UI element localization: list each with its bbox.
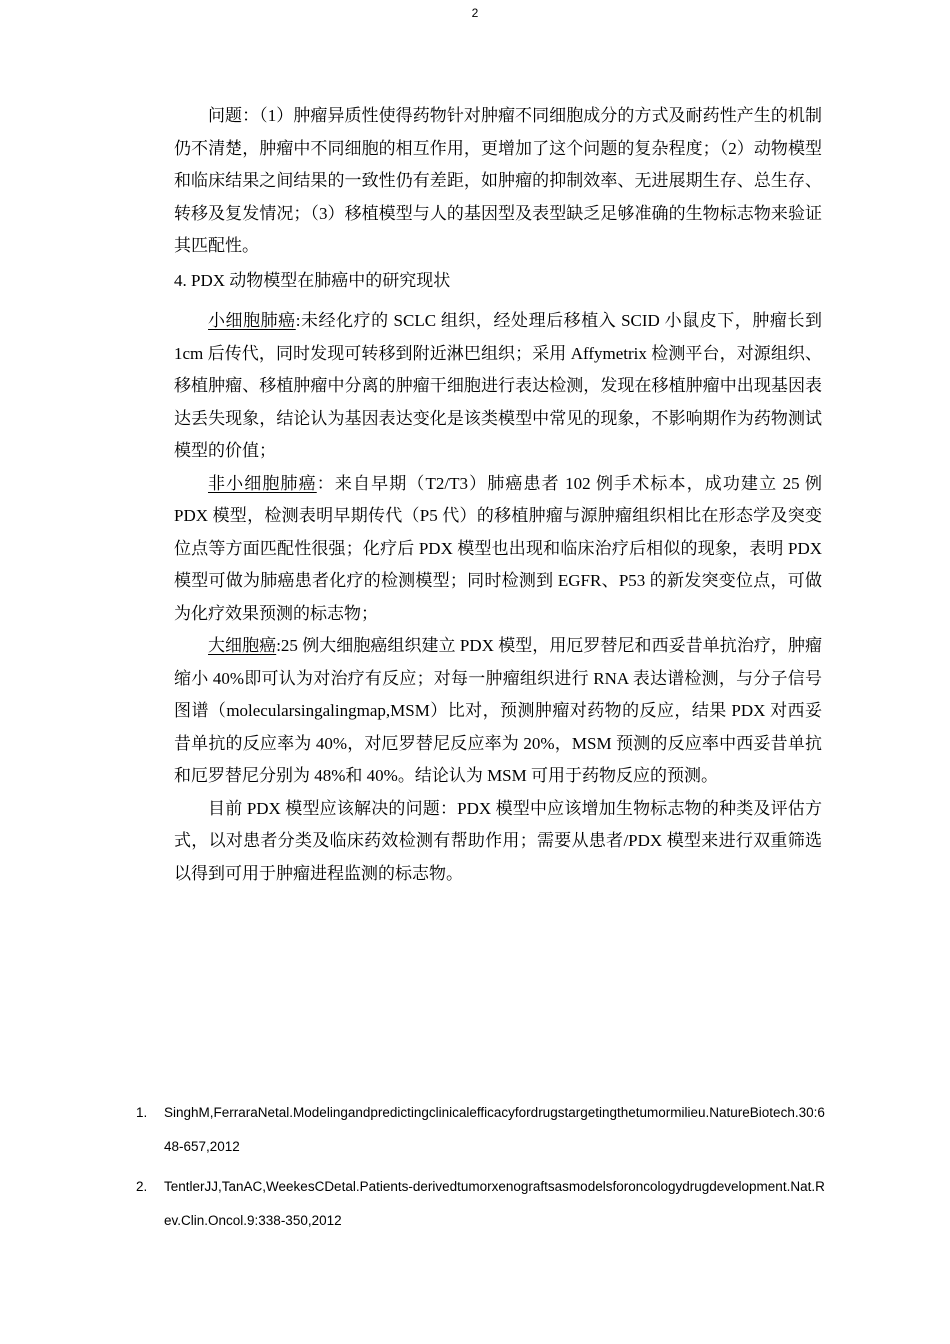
reference-number: 1. — [136, 1105, 148, 1120]
nsclc-paragraph — [174, 468, 822, 631]
reference-number: 2. — [136, 1179, 148, 1194]
section-heading: 4. PDX 动物模型在肺癌中的研究现状 — [174, 270, 451, 290]
sclc-label: 小细胞肺癌 — [208, 311, 296, 330]
lcc-text: :25 例大细胞癌组织建立 PDX 模型，用厄罗替尼和西妥昔单抗治疗，肿瘤缩小 40%即可认为对治疗有反应；对每一肿瘤组织进行 RNA 表达谱检测，与分子信号图谱（molecularsingalingmap,MSM）比对，预测肿瘤对药物的反应，结果 PDX 对西妥昔单抗的反应率为 40%，对厄罗替尼反应率为 20%，MSM 预测的反应率中西妥昔单抗和厄罗替尼分别为 48%和 40%。结论认为 MSM 可用于药物反应的预测。 — [174, 636, 823, 785]
reference-item — [136, 1096, 826, 1164]
reference-list — [136, 1096, 826, 1244]
nsclc-text: ：来自早期（T2/T3）肺癌患者 102 例手术标本，成功建立 25 例 PDX 模型，检测表明早期传代（P5 代）的移植肿瘤与源肿瘤组织相比在形态学及突变位点等方面匹配性很强；化疗后 PDX 模型也出现和临床治疗后相似的现象，表明 PDX 模型可做为肺癌患者化疗的检测模型；同时检测到 EGFR、P53 的新发突变位点，可做为化疗效果预测的标志物； — [174, 473, 822, 623]
nsclc-label: 非小细胞肺癌 — [208, 473, 317, 493]
page-number: 2 — [471, 6, 479, 20]
problems-paragraph: 问题：（1）肿瘤异质性使得药物针对肿瘤不同细胞成分的方式及耐药性产生的机制仍不清楚，肿瘤中不同细胞的相互作用，更增加了这个问题的复杂程度；（2）动物模型和临床结果之间结果的一致性仍有差距，如肿瘤的抑制效率、无进展期生存、总生存、转移及复发情况；（3）移植模型与人的基因型及表型缺乏足够准确的生物标志物来验证其匹配性。 — [174, 106, 822, 255]
reference-text: SinghM,FerraraNetal.Modelingandpredictingclinicalefficacyfordrugstargetingthetumormilieu.NatureBiotech.30:648-657,2012 — [164, 1105, 825, 1154]
lcc-paragraph — [174, 630, 822, 793]
sclc-paragraph — [174, 305, 822, 468]
body-text — [174, 100, 822, 890]
reference-text: TentlerJJ,TanAC,WeekesCDetal.Patients-derivedtumorxenograftsasmodelsforoncologydrugdevelopment.Nat.Rev.Clin.Oncol.9:338-350,2012 — [164, 1179, 825, 1228]
reference-item — [136, 1170, 826, 1238]
lcc-label: 大细胞癌 — [208, 636, 277, 655]
sclc-text: :未经化疗的 SCLC 组织，经处理后移植入 SCID 小鼠皮下，肿瘤长到 1cm 后传代，同时发现可转移到附近淋巴组织；采用 Affymetrix 检测平台，对源组织、移植肿瘤、移植肿瘤中分离的肿瘤干细胞进行表达检测，发现在移植肿瘤中出现基因表达丢失现象，结论认为基因表达变化是该类模型中常见的现象，不影响期作为药物测试模型的价值； — [174, 311, 822, 460]
current-issues-paragraph: 目前 PDX 模型应该解决的问题：PDX 模型中应该增加生物标志物的种类及评估方式，以对患者分类及临床药效检测有帮助作用；需要从患者/PDX 模型来进行双重筛选以得到可用于肿瘤进程监测的标志物。 — [174, 798, 822, 883]
